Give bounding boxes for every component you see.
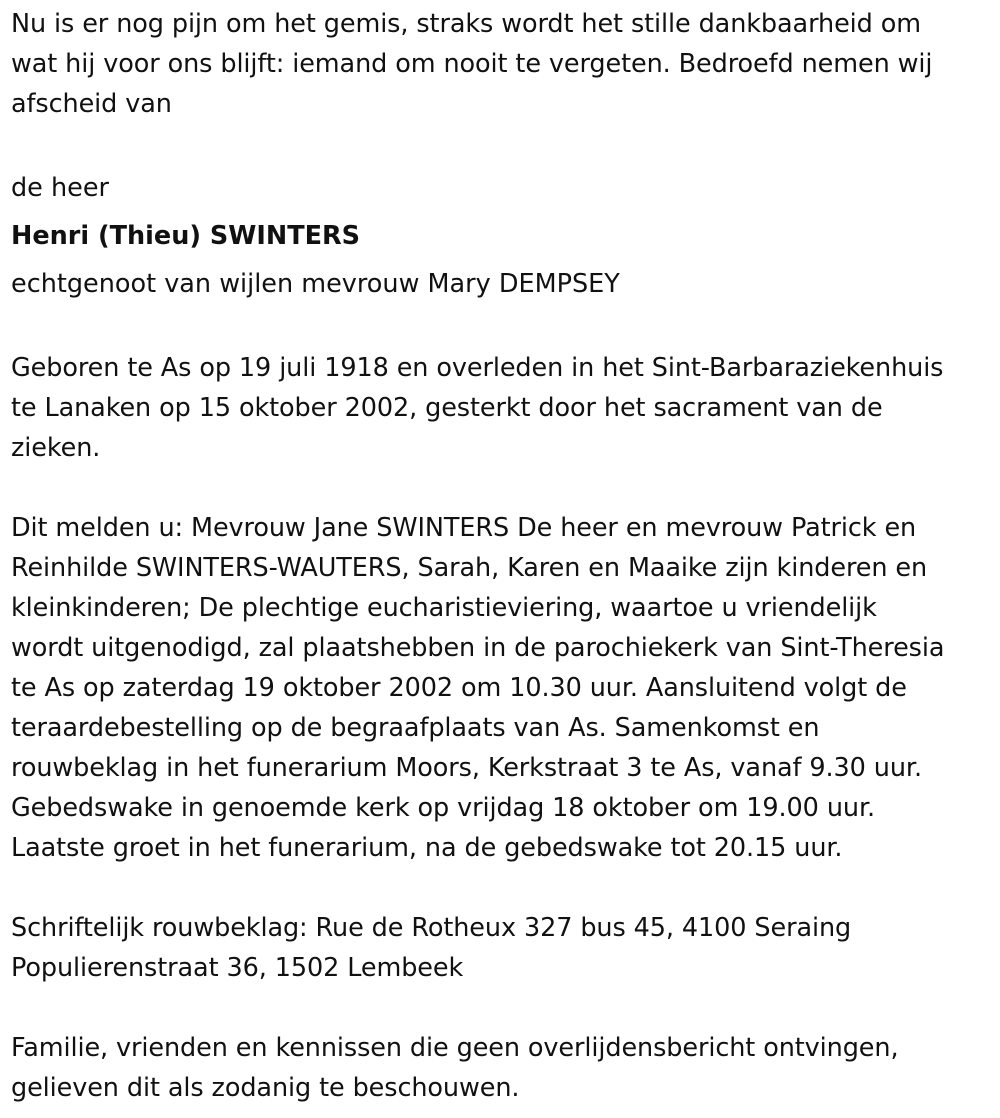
spacer [11,468,989,508]
salutation: de heer [11,173,110,203]
spacer [11,988,989,1028]
spacer [11,124,989,164]
closing-paragraph: Familie, vrienden en kennissen die geen overlijdensbericht ontvingen, gelieven dit als zodanig te beschouwen. [11,1033,899,1103]
spacer [11,868,989,908]
deceased-name: Henri (Thieu) SWINTERS [11,221,361,251]
intro-paragraph: Nu is er nog pijn om het gemis, straks wordt het stille dankbaarheid om wat hij voor ons blijft: iemand om nooit te vergeten. Bedroefd nemen wij afscheid van [11,9,933,119]
condolence-addresses: Schriftelijk rouwbeklag: Rue de Rotheux 327 bus 45, 4100 Seraing Populierenstraat 36, 1502 Lembeek [11,913,852,983]
spacer [11,308,989,348]
birth-death-paragraph: Geboren te As op 19 juli 1918 en overleden in het Sint-Barbaraziekenhuis te Lanaken op 15 oktober 2002, gesterkt door het sacrament van de zieken. [11,353,944,463]
spouse-line: echtgenoot van wijlen mevrouw Mary DEMPSEY [11,269,620,299]
announcement-paragraph: Dit melden u: Mevrouw Jane SWINTERS De heer en mevrouw Patrick en Reinhilde SWINTERS-WAUTERS, Sarah, Karen en Maaike zijn kinderen en kleinkinderen; De plechtige eucharistieviering, waartoe u vriendelijk wordt uitgenodigd, zal plaatshebben in de parochiekerk van Sint-Theresia te As op zaterdag 19 oktober 2002 om 10.30 uur. Aansluitend volgt de teraardebestelling op de begraafplaats van As. Samenkomst en rouwbeklag in het funerarium Moors, Kerkstraat 3 te As, vanaf 9.30 uur. Gebedswake in genoemde kerk op vrijdag 18 oktober om 19.00 uur. Laatste groet in het funerarium, na de gebedswake tot 20.15 uur. [11,513,945,863]
